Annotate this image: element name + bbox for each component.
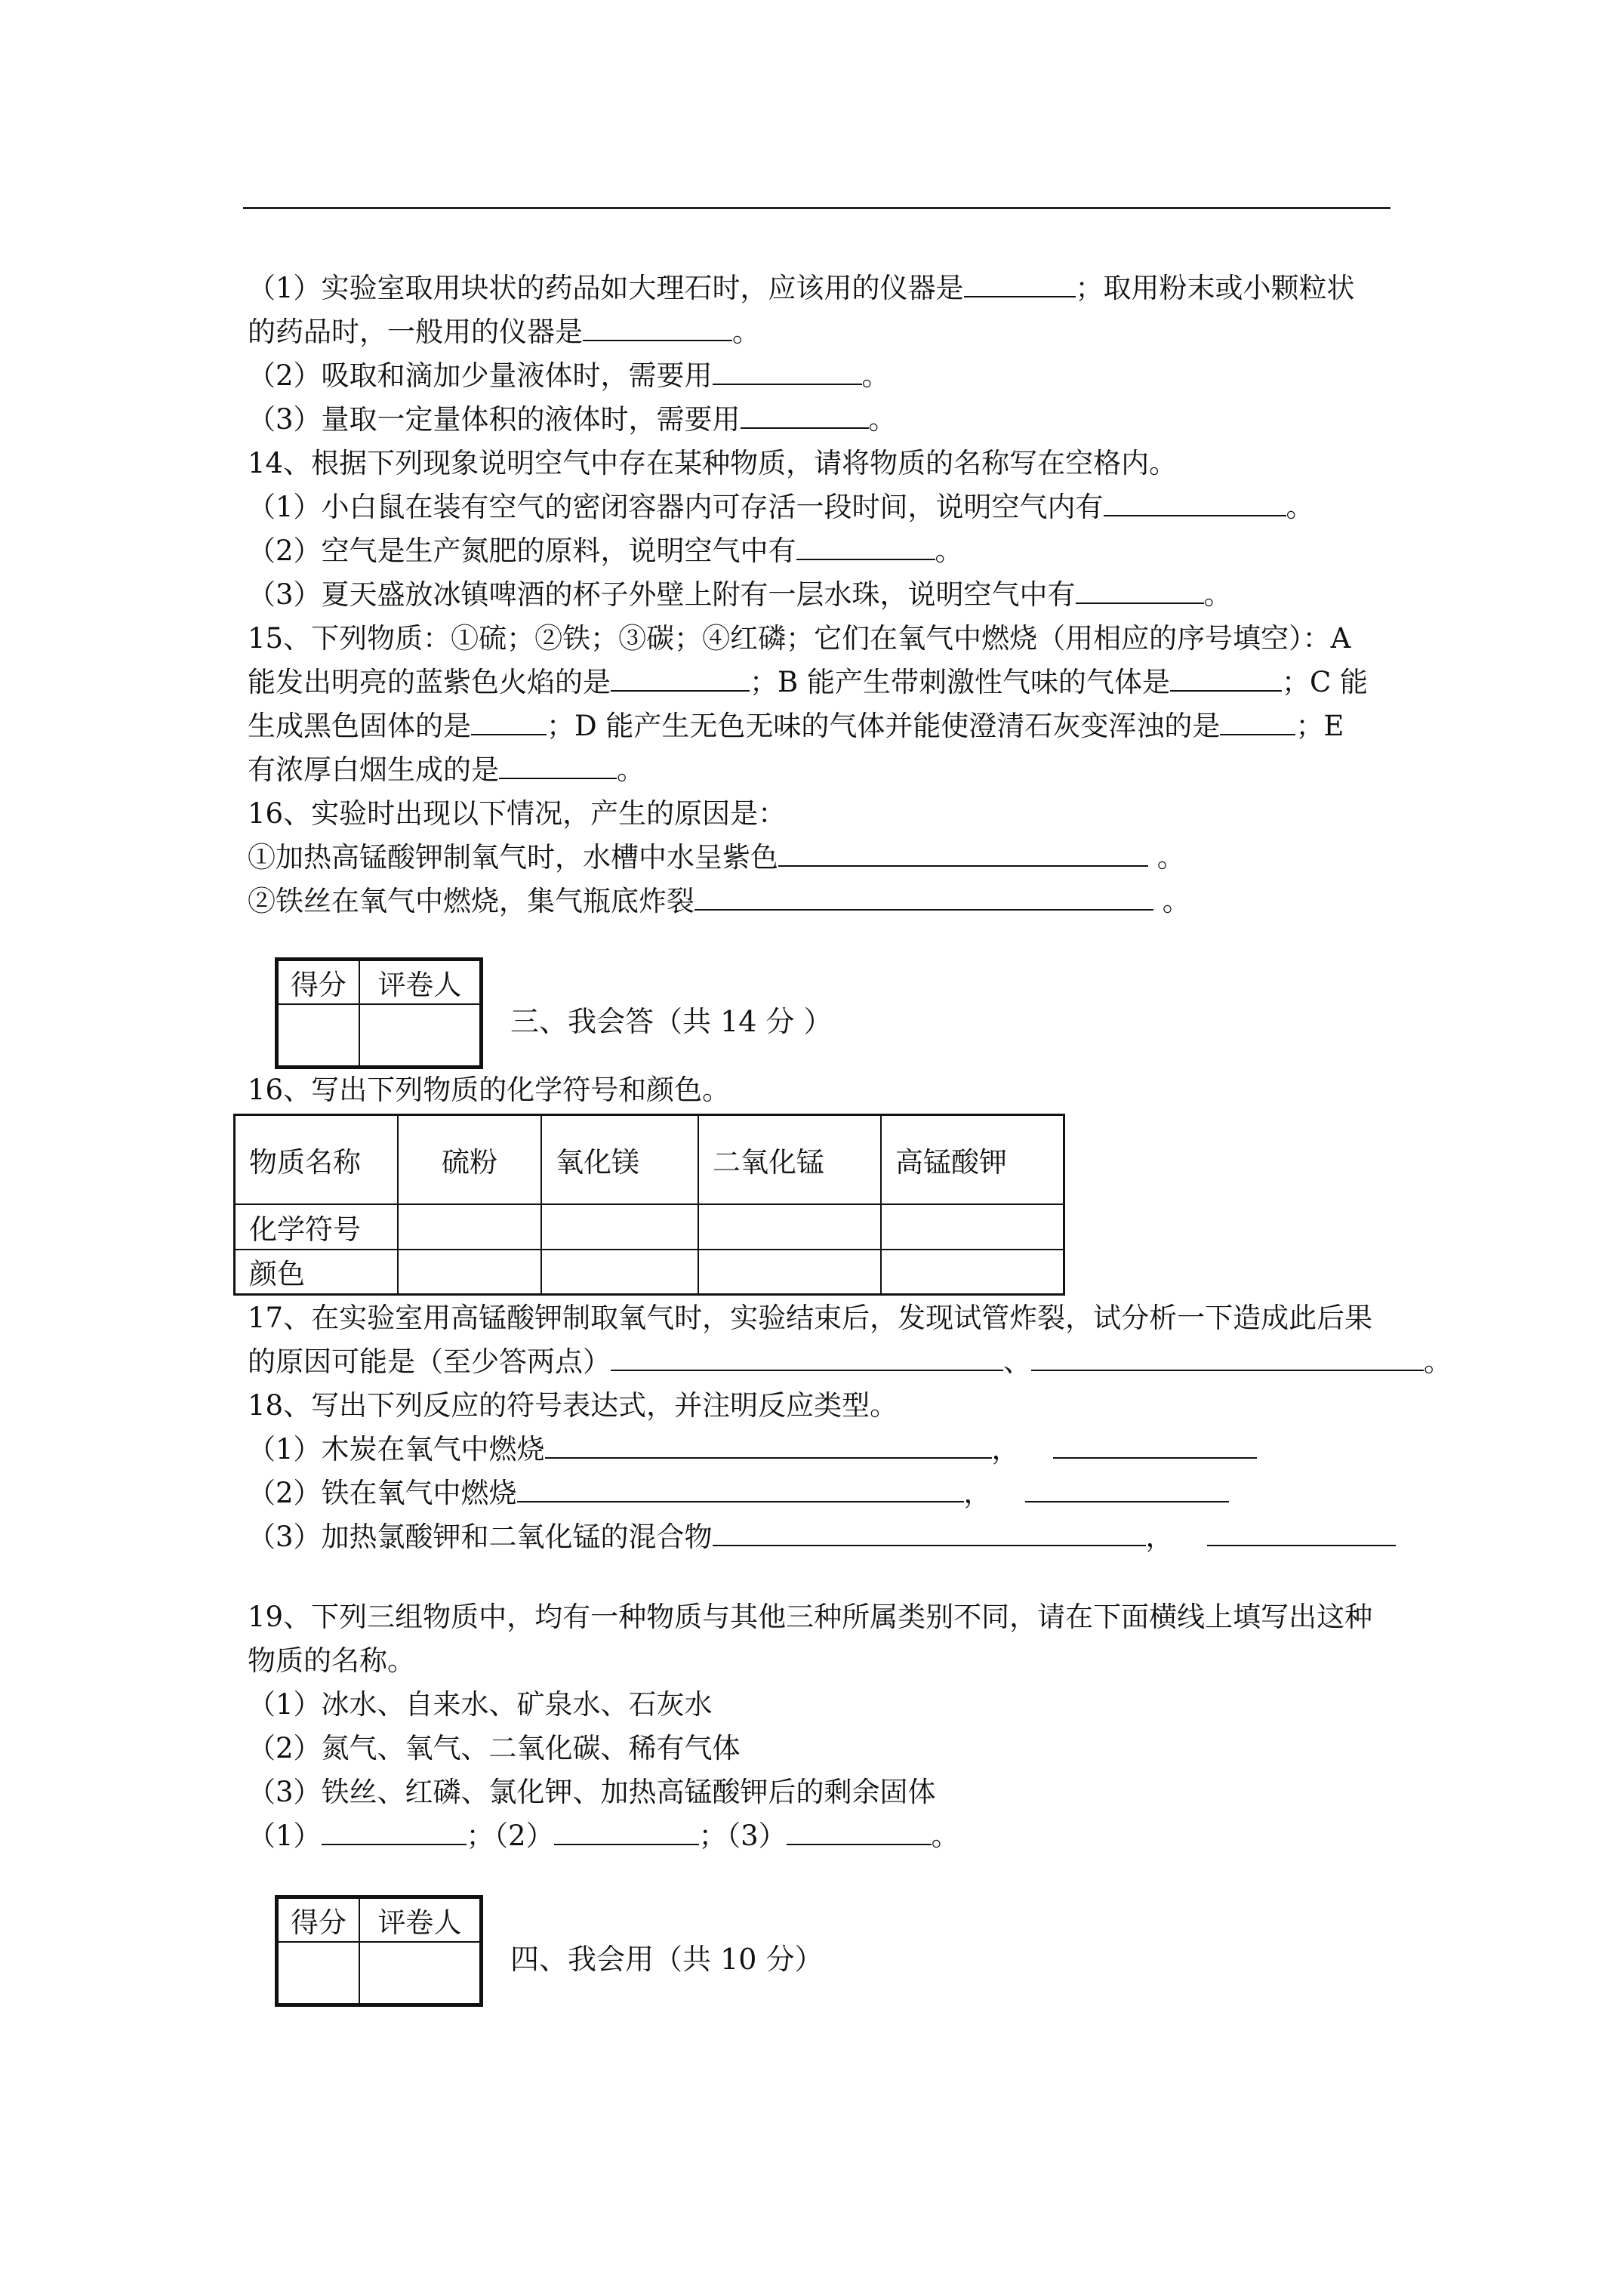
- chemistry-table: [233, 1114, 1065, 1296]
- q17-line-1: 17、在实验室用高锰酸钾制取氧气时，实验结束后，发现试管炸裂，试分析一下造成此后果: [248, 1302, 1373, 1334]
- reaction-type-blank[interactable]: [1053, 1430, 1257, 1459]
- q14-line-2: （2）空气是生产氮肥的原料，说明空气中有 。: [248, 532, 963, 571]
- answer-blank[interactable]: [517, 1474, 964, 1502]
- answer-blank[interactable]: [1031, 1342, 1424, 1371]
- section-3-heading: 三、我会答（共 14 分 ）: [510, 1005, 833, 1038]
- table-row: [235, 1204, 1064, 1250]
- q16a-title: 16、实验时出现以下情况，产生的原因是：: [248, 797, 787, 830]
- q14-title: 14、根据下列现象说明空气中存在某种物质，请将物质的名称写在空格内。: [248, 447, 1178, 479]
- score-header: 得分: [277, 960, 359, 1005]
- answer-cell[interactable]: [541, 1250, 698, 1295]
- q18-title: 18、写出下列反应的符号表达式，并注明反应类型。: [248, 1389, 898, 1422]
- q16a-line-1: ①加热高锰酸钾制氧气时，水槽中水呈紫色 。: [248, 838, 1185, 877]
- answer-cell[interactable]: [698, 1250, 881, 1295]
- q13-line-1: （1）实验室取用块状的药品如大理石时，应该用的仪器是 ；取用粉末或小颗粒状: [248, 269, 1355, 308]
- answer-blank[interactable]: [611, 1342, 1003, 1371]
- q14-line-1: （1）小白鼠在装有空气的密闭容器内可存活一段时间，说明空气内有 。: [248, 488, 1314, 527]
- q15-line-3: 生成黑色固体的是 ；D 能产生无色无味的气体并能使澄清石灰变浑浊的是 ；E: [248, 707, 1344, 746]
- q16a-line-2: ②铁丝在氧气中燃烧，集气瓶底炸裂 。: [248, 882, 1190, 921]
- row-label: 化学符号: [235, 1204, 399, 1250]
- answer-blank[interactable]: [322, 1817, 467, 1845]
- answer-cell[interactable]: [698, 1204, 881, 1250]
- answer-cell[interactable]: [541, 1204, 698, 1250]
- answer-blank[interactable]: [554, 1817, 699, 1845]
- answer-blank[interactable]: [499, 750, 617, 779]
- answer-blank[interactable]: [713, 1518, 1146, 1546]
- answer-cell[interactable]: [881, 1250, 1064, 1295]
- q15-line-4: 有浓厚白烟生成的是 。: [248, 750, 645, 790]
- section-4-heading: 四、我会用（共 10 分）: [510, 1943, 824, 1976]
- q13-line-4: （3）量取一定量体积的液体时，需要用 。: [248, 400, 897, 439]
- answer-blank[interactable]: [741, 400, 869, 429]
- answer-cell[interactable]: [398, 1204, 541, 1250]
- answer-blank[interactable]: [545, 1430, 992, 1459]
- q15-line-2: 能发出明亮的蓝紫色火焰的是 ；B 能产生带刺激性气味的气体是 ；C 能: [248, 663, 1368, 702]
- score-box: [275, 1895, 483, 2007]
- answer-cell[interactable]: [398, 1250, 541, 1295]
- table-header-cell: 氧化镁: [541, 1115, 698, 1204]
- header-rule: [243, 207, 1390, 209]
- score-header: 得分: [277, 1897, 359, 1943]
- answer-blank[interactable]: [471, 707, 547, 735]
- answer-blank[interactable]: [778, 838, 1148, 867]
- answer-blank[interactable]: [964, 269, 1076, 297]
- q19-line-5: （3）铁丝、红磷、氯化钾、加热高锰酸钾后的剩余固体: [248, 1776, 936, 1808]
- score-cell[interactable]: [277, 1942, 359, 2005]
- q18-line-2: （2）铁在氧气中燃烧 ，: [248, 1474, 1229, 1513]
- q15-line-1: 15、下列物质：①硫；②铁；③碳；④红磷；它们在氧气中燃烧（用相应的序号填空）：A: [248, 622, 1351, 655]
- table-header-cell: 物质名称: [235, 1115, 399, 1204]
- answer-cell[interactable]: [881, 1204, 1064, 1250]
- answer-blank[interactable]: [713, 356, 862, 385]
- grader-header: 评卷人: [359, 960, 482, 1005]
- row-label: 颜色: [235, 1250, 399, 1295]
- answer-blank[interactable]: [796, 532, 935, 560]
- q18-line-1: （1）木炭在氧气中燃烧 ，: [248, 1430, 1257, 1469]
- q19-line-3: （1）冰水、自来水、矿泉水、石灰水: [248, 1688, 713, 1721]
- q14-line-3: （3）夏天盛放冰镇啤酒的杯子外壁上附有一层水珠，说明空气中有 。: [248, 575, 1232, 615]
- answer-blank[interactable]: [1220, 707, 1295, 735]
- q13-line-2: 的药品时，一般用的仪器是 。: [248, 313, 760, 352]
- answer-blank[interactable]: [787, 1817, 932, 1845]
- reaction-type-blank[interactable]: [1207, 1518, 1396, 1546]
- reaction-type-blank[interactable]: [1025, 1474, 1229, 1502]
- table-header-cell: 二氧化锰: [698, 1115, 881, 1204]
- table-row: [235, 1250, 1064, 1295]
- answer-blank[interactable]: [1104, 488, 1286, 516]
- answer-blank[interactable]: [583, 313, 732, 341]
- table-header-row: [235, 1115, 1064, 1204]
- q19-answers: （1） ；（2） ；（3） 。: [248, 1817, 959, 1856]
- score-box: [275, 957, 483, 1069]
- answer-blank[interactable]: [1170, 663, 1282, 692]
- answer-blank[interactable]: [694, 882, 1153, 911]
- answer-blank[interactable]: [611, 663, 750, 692]
- q17-line-2: 的原因可能是（至少答两点） 、 。: [248, 1342, 1452, 1382]
- table-header-cell: 硫粉: [398, 1115, 541, 1204]
- grader-cell[interactable]: [359, 1942, 482, 2005]
- score-cell[interactable]: [277, 1004, 359, 1068]
- q18-line-3: （3）加热氯酸钾和二氧化锰的混合物 ，: [248, 1518, 1396, 1557]
- table-header-cell: 高锰酸钾: [881, 1115, 1064, 1204]
- q19-line-1: 19、下列三组物质中，均有一种物质与其他三种所属类别不同，请在下面横线上填写出这种: [248, 1601, 1373, 1633]
- q16b-title: 16、写出下列物质的化学符号和颜色。: [248, 1074, 731, 1106]
- q19-line-2: 物质的名称。: [248, 1644, 415, 1677]
- q13-line-3: （2）吸取和滴加少量液体时，需要用 。: [248, 356, 890, 396]
- q19-line-4: （2）氮气、氧气、二氧化碳、稀有气体: [248, 1732, 741, 1764]
- answer-blank[interactable]: [1076, 575, 1204, 604]
- grader-cell[interactable]: [359, 1004, 482, 1068]
- grader-header: 评卷人: [359, 1897, 482, 1943]
